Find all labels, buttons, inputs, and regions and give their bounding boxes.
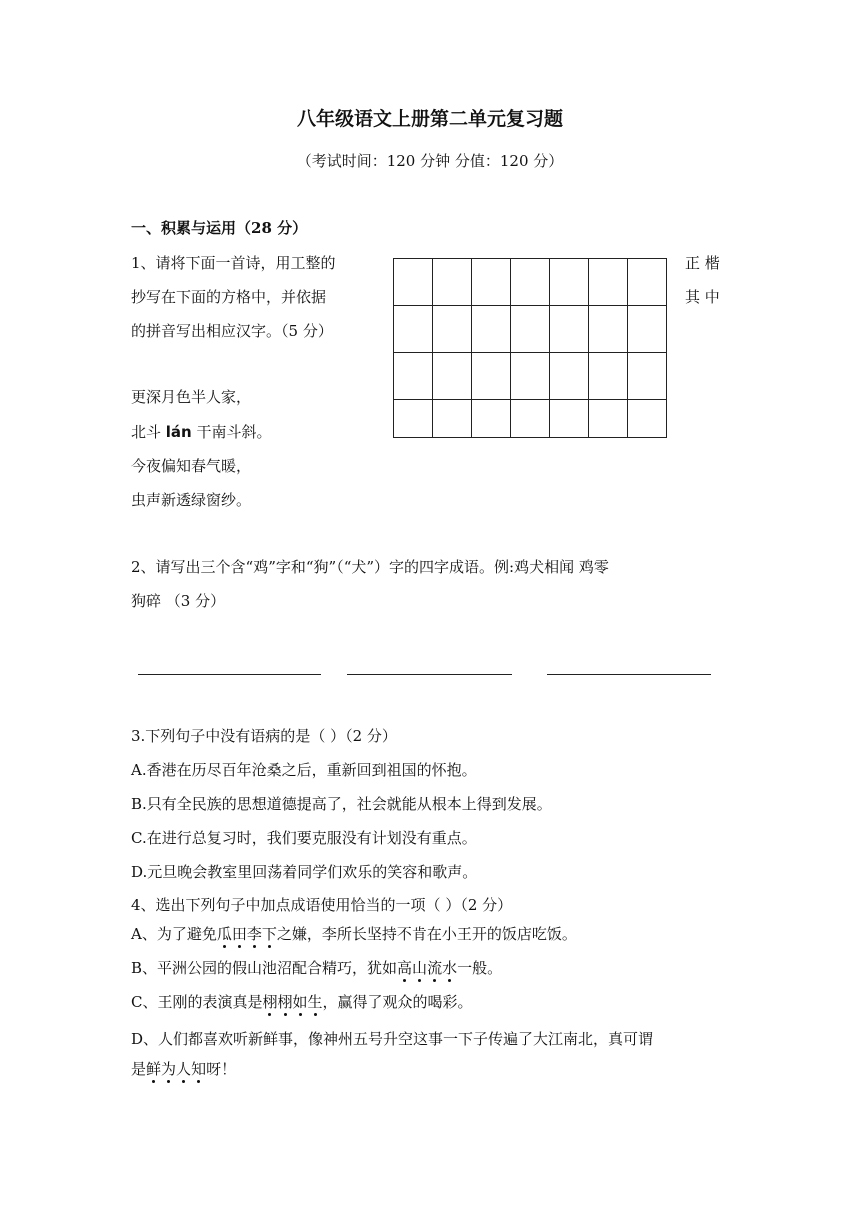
grid-cell[interactable] — [511, 306, 550, 353]
q1-line-3: 的拼音写出相应汉字。（5 分） — [131, 322, 333, 340]
q4-a-text: A、为了避免 — [131, 925, 217, 943]
q4-option-d-line-2 — [131, 1058, 236, 1079]
dotted-character: 为 — [161, 1058, 176, 1079]
grid-cell[interactable] — [472, 400, 511, 438]
exam-info: （考试时间：120 分钟 分值：120 分） — [296, 152, 564, 170]
grid-cell[interactable] — [550, 259, 589, 306]
dotted-character: 李 — [247, 923, 262, 944]
grid-cell[interactable] — [511, 353, 550, 400]
emphasis-dot — [268, 945, 271, 948]
q4-option-a — [131, 923, 577, 944]
grid-cell[interactable] — [628, 306, 667, 353]
q2-line-2: 狗碎 （3 分） — [131, 592, 226, 610]
emphasis-dot — [167, 1080, 170, 1083]
emphasis-dot — [284, 1013, 287, 1016]
pinyin-hint: lán — [165, 423, 192, 441]
q4-d-idiom — [146, 1060, 206, 1078]
q1-line-2: 抄写在下面的方格中，并依据 — [131, 288, 327, 306]
q4-a-text-end: 之嫌，李所长坚持不肯在小王开的饭店吃饭。 — [276, 925, 577, 943]
grid-cell[interactable] — [589, 306, 628, 353]
grid-cell[interactable] — [628, 400, 667, 438]
page-title: 八年级语文上册第二单元复习题 — [296, 108, 563, 130]
poem-line-2-suffix: 干南斗斜。 — [191, 423, 272, 441]
answer-blank-2[interactable] — [347, 674, 512, 675]
grid-cell[interactable] — [511, 259, 550, 306]
grid-cell[interactable] — [394, 400, 433, 438]
copy-grid — [393, 258, 667, 438]
q4-b-text: B、平洲公园的假山池沼配合精巧，犹如 — [131, 959, 398, 977]
answer-blank-3[interactable] — [547, 674, 711, 675]
poem-line-3: 今夜偏知春气暖， — [131, 457, 252, 475]
dotted-character: 山 — [412, 957, 427, 978]
q4-c-text-end: ，赢得了观众的喝彩。 — [322, 993, 473, 1011]
grid-cell[interactable] — [589, 259, 628, 306]
dotted-character: 生 — [308, 991, 323, 1012]
q3-option-b: B.只有全民族的思想道德提高了，社会就能从根本上得到发展。 — [131, 795, 552, 813]
q1-right-line-1: 正 楷 — [685, 254, 720, 272]
grid-cell[interactable] — [550, 400, 589, 438]
emphasis-dot — [299, 1013, 302, 1016]
q4-c-idiom — [262, 993, 322, 1011]
emphasis-dot — [238, 945, 241, 948]
q1-line-1: 1、请将下面一首诗，用工整的 — [131, 254, 336, 272]
dotted-character: 知 — [191, 1058, 206, 1079]
grid-cell[interactable] — [472, 353, 511, 400]
q3-stem: 3.下列句子中没有语病的是（ ）（2 分） — [131, 727, 397, 745]
q4-b-text-end: 一般。 — [457, 959, 503, 977]
emphasis-dot — [448, 979, 451, 982]
dotted-character: 流 — [427, 957, 442, 978]
q4-option-b — [131, 957, 502, 978]
q4-option-c — [131, 991, 473, 1012]
poem-line-4: 虫声新透绿窗纱。 — [131, 491, 252, 509]
q1-right-line-2: 其 中 — [685, 288, 720, 306]
grid-cell[interactable] — [472, 306, 511, 353]
answer-blank-1[interactable] — [138, 674, 321, 675]
emphasis-dot — [418, 979, 421, 982]
grid-cell[interactable] — [433, 259, 472, 306]
grid-cell[interactable] — [433, 353, 472, 400]
q4-d-text: 是 — [131, 1060, 147, 1078]
grid-cell[interactable] — [394, 259, 433, 306]
emphasis-dot — [314, 1013, 317, 1016]
grid-cell[interactable] — [589, 353, 628, 400]
q4-option-d-line-1: D、人们都喜欢听新鲜事，像神州五号升空这事一下子传遍了大江南北，真可谓 — [131, 1030, 654, 1048]
q3-option-c: C.在进行总复习时，我们要克服没有计划没有重点。 — [131, 829, 477, 847]
grid-cell[interactable] — [550, 306, 589, 353]
emphasis-dot — [152, 1080, 155, 1083]
poem-line-1: 更深月色半人家， — [131, 388, 252, 406]
section-heading: 一、积累与运用（28 分） — [131, 219, 308, 237]
dotted-character: 田 — [232, 923, 247, 944]
grid-cell[interactable] — [472, 259, 511, 306]
grid-cell[interactable] — [550, 353, 589, 400]
grid-cell[interactable] — [628, 353, 667, 400]
dotted-character: 鲜 — [146, 1058, 161, 1079]
grid-cell[interactable] — [511, 400, 550, 438]
grid-cell[interactable] — [433, 306, 472, 353]
q3-option-d: D.元旦晚会教室里回荡着同学们欢乐的笑容和歌声。 — [131, 863, 478, 881]
dotted-character: 高 — [397, 957, 412, 978]
grid-cell[interactable] — [628, 259, 667, 306]
emphasis-dot — [223, 945, 226, 948]
emphasis-dot — [182, 1080, 185, 1083]
dotted-character: 下 — [262, 923, 277, 944]
q4-a-idiom — [217, 925, 277, 943]
poem-line-2 — [131, 421, 272, 442]
q4-stem: 4、选出下列句子中加点成语使用恰当的一项（ ）（2 分） — [131, 896, 513, 914]
dotted-character: 栩 — [278, 991, 293, 1012]
q2-line-1: 2、请写出三个含“鸡”字和“狗”（“犬”）字的四字成语。例:鸡犬相闻 鸡零 — [131, 558, 609, 576]
emphasis-dot — [268, 1013, 271, 1016]
emphasis-dot — [433, 979, 436, 982]
dotted-character: 水 — [442, 957, 457, 978]
emphasis-dot — [253, 945, 256, 948]
dotted-character: 栩 — [262, 991, 277, 1012]
q4-c-text: C、王刚的表演真是 — [131, 993, 263, 1011]
emphasis-dot — [403, 979, 406, 982]
grid-cell[interactable] — [589, 400, 628, 438]
dotted-character: 人 — [176, 1058, 191, 1079]
dotted-character: 如 — [293, 991, 308, 1012]
grid-cell[interactable] — [394, 353, 433, 400]
q4-b-idiom — [397, 959, 457, 977]
grid-cell[interactable] — [394, 306, 433, 353]
dotted-character: 瓜 — [217, 923, 232, 944]
poem-line-2-prefix: 北斗 — [131, 423, 166, 441]
emphasis-dot — [197, 1080, 200, 1083]
grid-cell[interactable] — [433, 400, 472, 438]
q3-option-a: A.香港在历尽百年沧桑之后，重新回到祖国的怀抱。 — [131, 761, 477, 779]
q4-d-text-end: 呀！ — [206, 1060, 237, 1078]
